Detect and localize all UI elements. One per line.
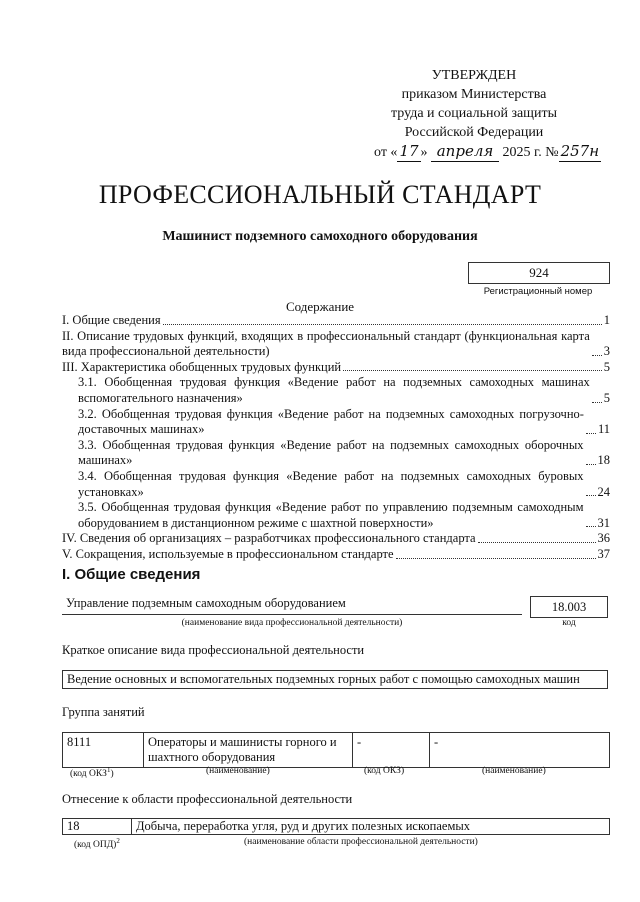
toc-page: 5 bbox=[603, 390, 610, 405]
approval-number: 257н bbox=[560, 142, 600, 160]
approval-line-country: Российской Федерации bbox=[404, 125, 544, 140]
toc-dots bbox=[396, 558, 596, 559]
okz-name-label-2: (наименование) bbox=[482, 766, 546, 776]
approval-year: 2025 г. № bbox=[502, 145, 559, 160]
date-mid: » bbox=[420, 145, 428, 160]
toc-item-text: I. Общие сведения bbox=[62, 313, 161, 327]
registration-number-box: 924 bbox=[468, 262, 610, 284]
footnote-ref: 2 bbox=[116, 837, 120, 845]
toc-item-text: 3.3. Обобщенная трудовая функция «Ведение работ на подземных самоходных оборочных машинах» bbox=[78, 437, 584, 468]
footnote-ref: 1 bbox=[106, 766, 111, 774]
toc-item-text: III. Характеристика обобщенных трудовых функций bbox=[62, 359, 342, 374]
toc-item[interactable] bbox=[62, 500, 610, 531]
activity-code: 18.003 bbox=[530, 596, 608, 618]
toc-item[interactable] bbox=[62, 329, 610, 360]
toc-dots bbox=[592, 355, 602, 356]
toc-page: 24 bbox=[597, 484, 610, 499]
toc-item[interactable] bbox=[62, 438, 610, 469]
okz-code-label-1 bbox=[70, 766, 114, 779]
toc-item-text: 3.1. Обобщенная трудовая функция «Ведение работ на подземных самоходных машинах вспомогательного назначения» bbox=[78, 375, 590, 405]
okz-name-label-1: (наименование) bbox=[206, 766, 270, 776]
toc-item[interactable] bbox=[62, 547, 610, 563]
table-row bbox=[63, 733, 610, 768]
toc-page: 11 bbox=[597, 422, 610, 437]
opd-code-label bbox=[74, 837, 120, 850]
document-title: ПРОФЕССИОНАЛЬНЫЙ СТАНДАРТ bbox=[98, 180, 542, 209]
toc-item-text: II. Описание трудовых функций, входящих в профессиональный стандарт (функциональная карта вида профессиональной деятельности) bbox=[62, 328, 590, 359]
toc-item-text: 3.4. Обобщенная трудовая функция «Ведение работ на подземных самоходных буровых установках» bbox=[78, 468, 584, 499]
okz-code-label-2: (код ОКЗ) bbox=[364, 766, 405, 776]
table-row bbox=[63, 819, 610, 835]
professional-area-table bbox=[62, 818, 610, 835]
opd-name-label: (наименование области профессиональной деятельности) bbox=[244, 837, 478, 847]
toc-item[interactable] bbox=[62, 469, 610, 500]
toc-dots bbox=[343, 370, 602, 371]
toc-page: 31 bbox=[597, 515, 610, 530]
toc-page: 18 bbox=[597, 453, 610, 468]
activity-code-label: код bbox=[562, 618, 576, 628]
toc-dots bbox=[478, 542, 596, 543]
toc-item[interactable] bbox=[62, 360, 610, 376]
label-text: ) bbox=[110, 769, 114, 780]
approval-line-order: приказом Министерства bbox=[401, 87, 547, 102]
toc-dots bbox=[586, 433, 596, 434]
toc-item[interactable] bbox=[62, 313, 610, 329]
approval-month: апреля bbox=[431, 142, 499, 162]
section-heading: I. Общие сведения bbox=[62, 566, 201, 583]
okz-name-1: Операторы и машинисты горного и шахтного оборудования bbox=[144, 733, 353, 768]
toc-item[interactable] bbox=[62, 375, 610, 406]
brief-description-heading: Краткое описание вида профессиональной деятельности bbox=[62, 643, 365, 657]
label-text: (код ОПД) bbox=[74, 840, 117, 851]
activity-name-label: (наименование вида профессиональной деятельности) bbox=[181, 618, 403, 628]
opd-code: 18 bbox=[63, 819, 132, 835]
toc-dots bbox=[586, 464, 596, 465]
toc-page: 3 bbox=[603, 344, 610, 359]
date-prefix: от « bbox=[374, 145, 398, 160]
activity-name: Управление подземным самоходным оборудованием bbox=[62, 596, 522, 615]
toc-page: 37 bbox=[597, 546, 610, 561]
toc-item-text: 3.5. Обобщенная трудовая функция «Ведение работ по управлению подземным самоходным оборудованием в дистанционном режиме с шахтной поверхности» bbox=[78, 500, 584, 530]
toc-item-text: IV. Сведения об организациях – разработчиках профессионального стандарта bbox=[62, 531, 476, 546]
okz-code-2: - bbox=[353, 733, 430, 768]
document-subtitle: Машинист подземного самоходного оборудования bbox=[162, 229, 478, 244]
approval-date bbox=[374, 142, 600, 162]
approval-block bbox=[374, 66, 600, 162]
table-of-contents bbox=[62, 313, 610, 563]
toc-page: 5 bbox=[603, 359, 610, 374]
approval-title: УТВЕРЖДЕН bbox=[431, 68, 517, 83]
brief-description-text: Ведение основных и вспомогательных подземных горных работ с помощью самоходных машин bbox=[62, 670, 608, 689]
toc-dots bbox=[586, 526, 596, 527]
toc-item[interactable] bbox=[62, 407, 610, 438]
toc-page: 1 bbox=[603, 313, 610, 327]
toc-item-text: V. Сокращения, используемые в профессиональном стандарте bbox=[62, 546, 394, 561]
professional-area-heading: Отнесение к области профессиональной деятельности bbox=[62, 792, 353, 806]
toc-item[interactable] bbox=[62, 531, 610, 547]
okz-code-1: 8111 bbox=[63, 733, 144, 768]
toc-dots bbox=[592, 402, 602, 403]
toc-dots bbox=[586, 495, 596, 496]
registration-number-label: Регистрационный номер bbox=[483, 286, 593, 297]
contents-heading: Содержание bbox=[285, 299, 355, 314]
toc-dots bbox=[163, 324, 602, 325]
occupation-group-heading: Группа занятий bbox=[62, 705, 145, 719]
occupation-table bbox=[62, 732, 610, 768]
opd-name: Добыча, переработка угля, руд и других полезных ископаемых bbox=[132, 819, 610, 835]
toc-page: 36 bbox=[597, 531, 610, 546]
okz-name-2: - bbox=[430, 733, 610, 768]
approval-line-ministry: труда и социальной защиты bbox=[391, 106, 557, 121]
toc-item-text: 3.2. Обобщенная трудовая функция «Ведение работ на подземных самоходных погрузочно-доставочных машинах» bbox=[78, 406, 584, 437]
label-text: (код ОКЗ bbox=[70, 769, 107, 780]
approval-day: 17 bbox=[399, 142, 419, 160]
